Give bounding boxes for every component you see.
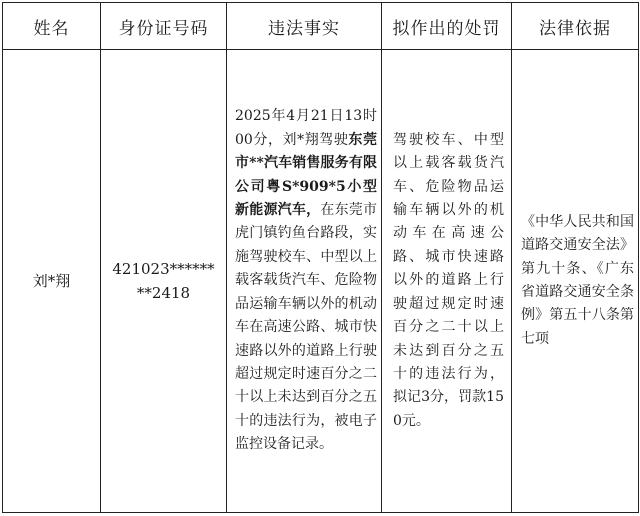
person-name: 刘*翔: [32, 272, 71, 290]
facts-part2: 在东莞市虎门镇钓鱼台路段，实施驾驶校车、中型以上载客载货汽车、危险物品运输车辆以外的机动车在高速公路、城市快速路以外的道路上行驶超过规定时速百分之二十以上未达到百分之五十的违法行为，被电子监控设备记录。: [235, 202, 378, 453]
id-number-line2: **2418: [136, 284, 191, 302]
violation-facts-cell: [227, 50, 382, 513]
penalty-text: 驾驶校车、中型以上载客载货汽车、危险物品运输车辆以外的机动车在高速公路、城市快速路以外的道路上行驶超过规定时速百分之二十以上未达到百分之五十的违法行为，拟记3分，罚款150元。: [393, 131, 504, 429]
violation-facts-text: [227, 105, 381, 456]
table-row: [3, 50, 639, 513]
facts-part1: 2025年4月21日13时00分，刘*翔驾驶: [235, 108, 377, 148]
facts-vehicle-bold: 东莞市**汽车销售服务有限公司粤S*909*5小型新能源汽车，: [235, 131, 377, 219]
legal-basis-text: 《中华人民共和国道路交通安全法》第九十条、《广东省道路交通安全条例》第五十八条第七项: [521, 213, 634, 347]
name-cell: [3, 50, 101, 513]
penalty-notice-table: [2, 2, 639, 513]
penalty-cell: [382, 50, 512, 513]
header-proposed-penalty: 拟作出的处罚: [382, 3, 512, 50]
header-name: 姓名: [3, 3, 101, 50]
header-id-number: 身份证号码: [101, 3, 227, 50]
id-number-cell: [101, 50, 227, 513]
header-violation-facts: 违法事实: [227, 3, 382, 50]
id-number-line1: 421023******: [112, 260, 215, 278]
header-legal-basis: 法律依据: [512, 3, 639, 50]
legal-basis-cell: [512, 50, 639, 513]
table-header-row: [3, 3, 639, 50]
